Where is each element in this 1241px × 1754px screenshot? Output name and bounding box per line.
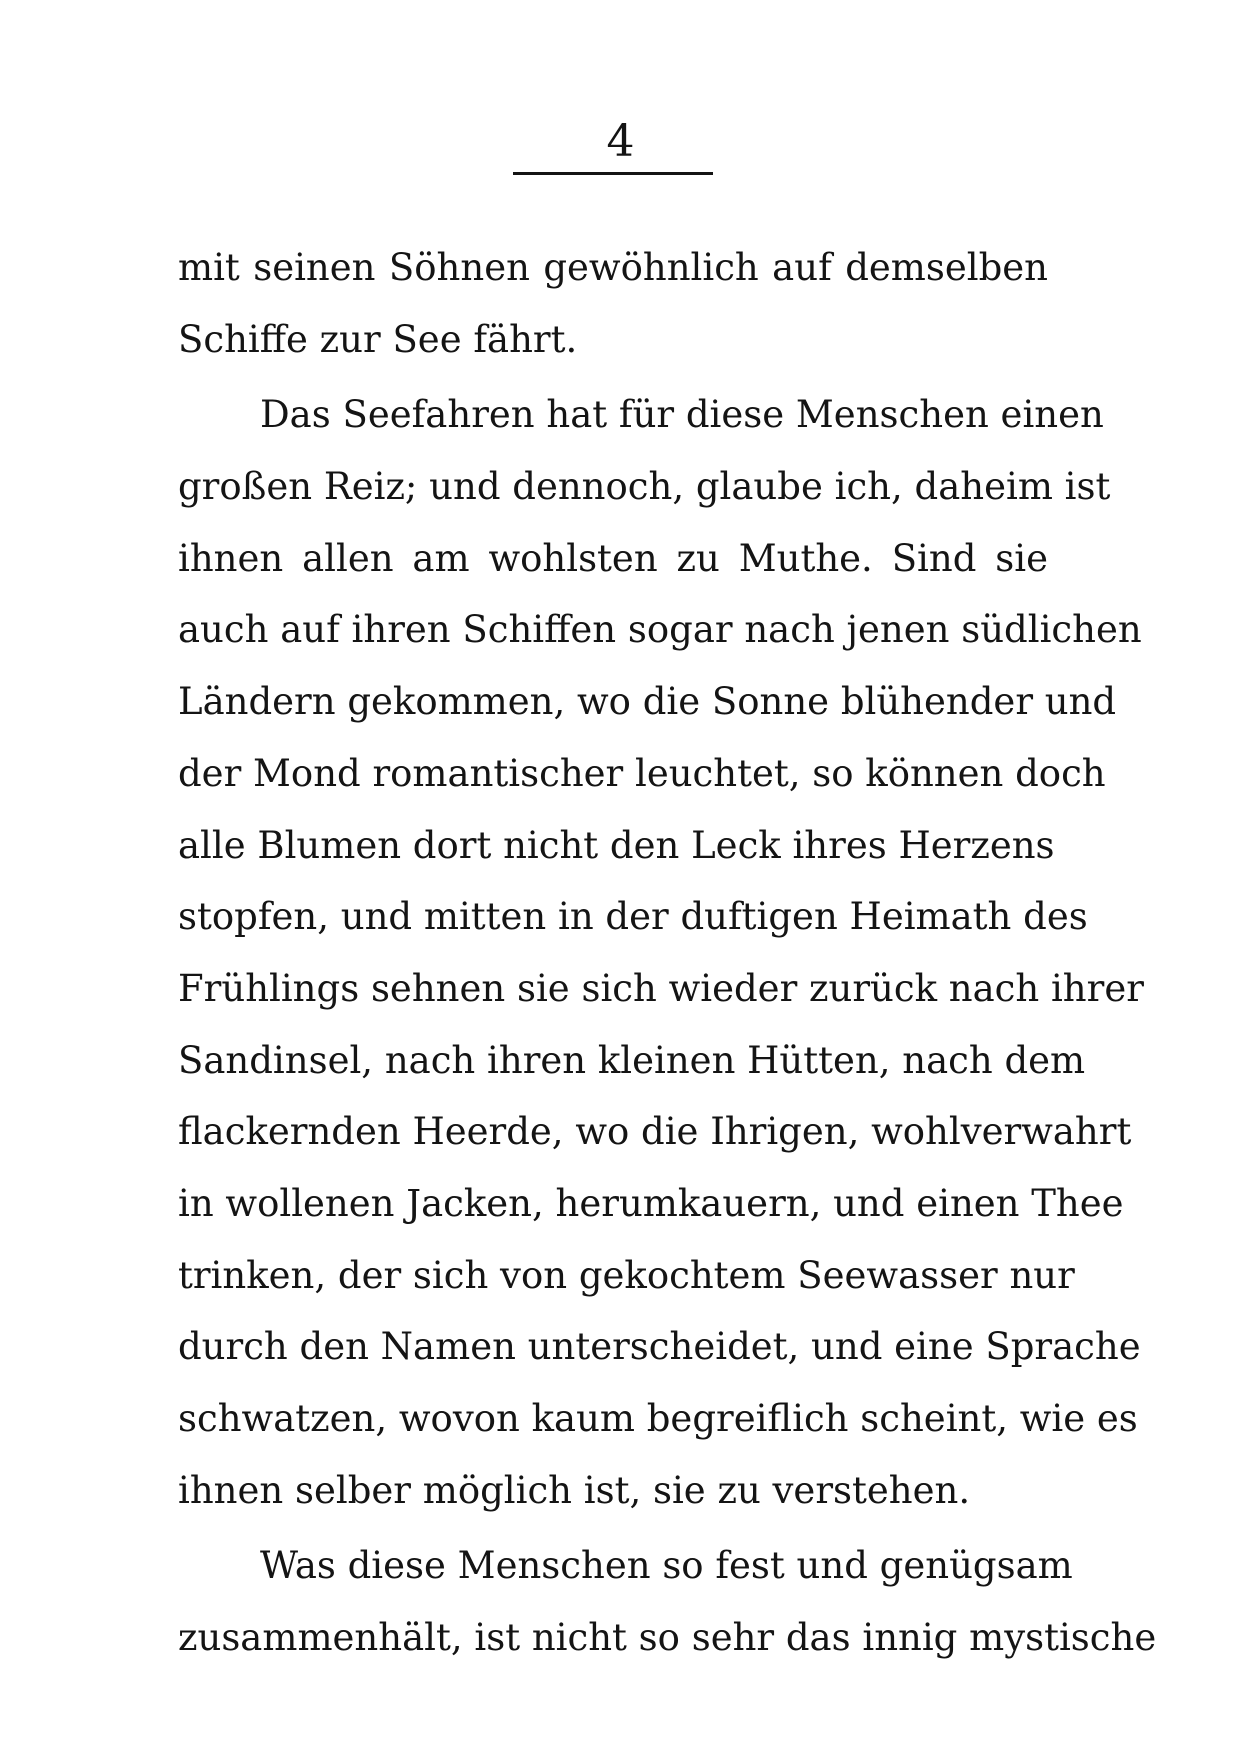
text-line: schwatzen, wovon kaum begreiflich scheint, wie es bbox=[178, 1397, 1138, 1440]
page-number: 4 bbox=[606, 116, 635, 167]
text-line: zusammenhält, ist nicht so sehr das innig mystische bbox=[178, 1616, 1157, 1660]
text-line: großen Reiz; und dennoch, glaube ich, daheim ist bbox=[178, 465, 1111, 509]
text-line: in wollenen Jacken, herumkauern, und einen Thee bbox=[178, 1181, 1124, 1225]
text-line: ihnen allen am wohlsten zu Muthe. Sind sie bbox=[178, 536, 1048, 580]
text-line: Schiffe zur See fährt. bbox=[178, 317, 578, 361]
text-line: durch den Namen unterscheidet, und eine Sprache bbox=[178, 1325, 1141, 1369]
text-line: auch auf ihren Schiffen sogar nach jenen südlichen bbox=[178, 608, 1142, 652]
text-line: Frühlings sehnen sie sich wieder zurück nach ihrer bbox=[178, 966, 1144, 1010]
body-text bbox=[178, 232, 1157, 1674]
text-line: trinken, der sich von gekochtem Seewasser nur bbox=[178, 1253, 1075, 1297]
text-line: der Mond romantischer leuchtet, so können doch bbox=[178, 751, 1106, 795]
text-line: ihnen selber möglich ist, sie zu verstehen. bbox=[178, 1468, 971, 1512]
text-line: Das Seefahren hat für diese Menschen einen bbox=[260, 393, 1104, 437]
text-line: flackernden Heerde, wo die Ihrigen, wohlverwahrt bbox=[178, 1110, 1132, 1154]
text-line: Sandinsel, nach ihren kleinen Hütten, nach dem bbox=[178, 1038, 1086, 1082]
text-line: Ländern gekommen, wo die Sonne blühender und bbox=[178, 680, 1117, 724]
text-line: Was diese Menschen so fest und genügsam bbox=[260, 1544, 1073, 1588]
header-rule bbox=[513, 172, 713, 175]
text-line: stopfen, und mitten in der duftigen Heimath des bbox=[178, 895, 1088, 939]
text-line: alle Blumen dort nicht den Leck ihres Herzens bbox=[178, 823, 1055, 867]
text-line: mit seinen Söhnen gewöhnlich auf demselben bbox=[178, 246, 1048, 289]
